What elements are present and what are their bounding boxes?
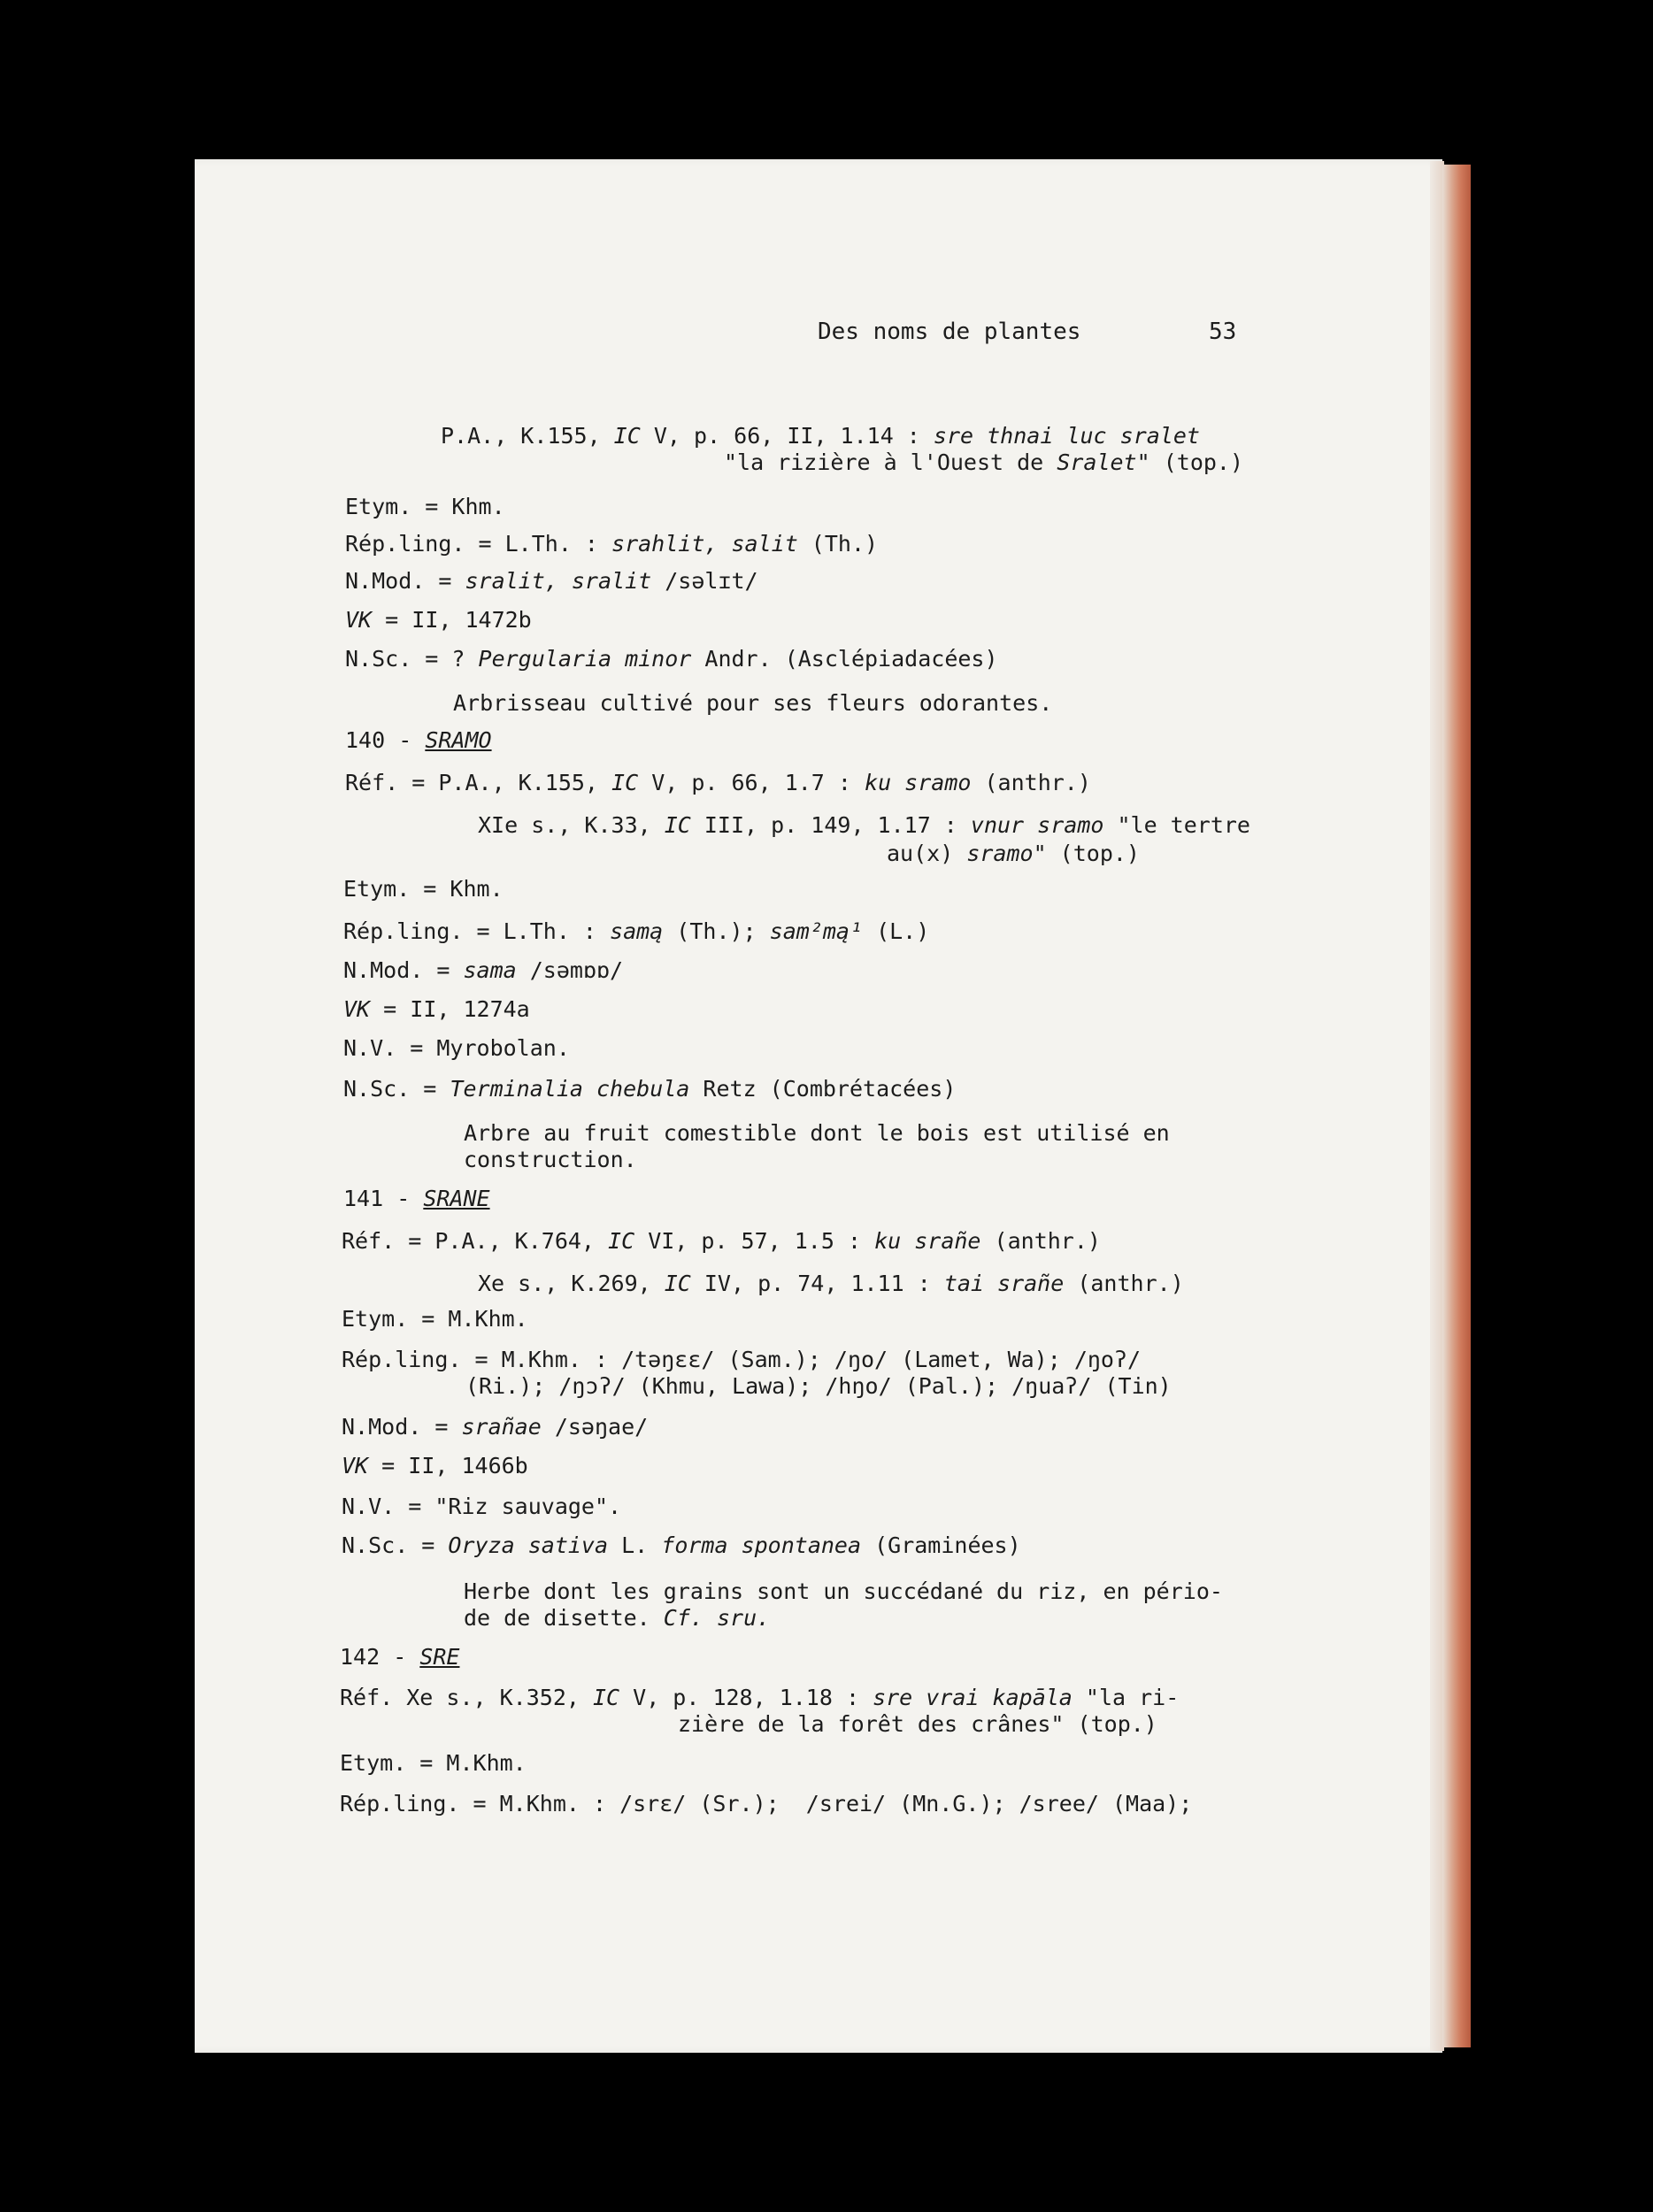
vk-line: VK = II, 1466b (342, 1453, 528, 1479)
description-line: Arbrisseau cultivé pour ses fleurs odorantes. (453, 690, 1053, 716)
vk-line: VK = II, 1472b (345, 607, 532, 633)
page-edge-stack (1442, 165, 1471, 2047)
nmod-line: N.Mod. = sralit, sralit /səlɪt/ (345, 568, 758, 594)
etym-line: Etym. = Khm. (343, 876, 504, 902)
ref-line: au(x) sramo" (top.) (887, 841, 1140, 866)
nv-line: N.V. = "Riz sauvage". (342, 1494, 622, 1519)
rep-ling-line: Rép.ling. = M.Khm. : /srɛ/ (Sr.); /srei/ (Mn.G.); /sree/ (Maa); (340, 1791, 1193, 1816)
description-line: Herbe dont les grains sont un succédané du riz, en pério- (464, 1578, 1223, 1604)
description-line: construction. (464, 1147, 637, 1172)
ref-line: "la rizière à l'Ouest de Sralet" (top.) (724, 449, 1244, 475)
entry-heading-142: 142 - SRE (340, 1644, 460, 1670)
nsc-line: N.Sc. = Oryza sativa L. forma spontanea (Graminées) (342, 1532, 1021, 1558)
ref-line: Xe s., K.269, IC IV, p. 74, 1.11 : tai srañe (anthr.) (478, 1271, 1184, 1296)
rep-ling-line: Rép.ling. = L.Th. : samą (Th.); sam²mą¹ (L.) (343, 918, 930, 944)
ref-line: P.A., K.155, IC V, p. 66, II, 1.14 : sre thnai luc sralet (441, 423, 1200, 449)
nmod-line: N.Mod. = srañae /səŋae/ (342, 1414, 649, 1440)
ref-line: XIe s., K.33, IC III, p. 149, 1.17 : vnur sramo "le tertre (478, 812, 1250, 838)
description-line: Arbre au fruit comestible dont le bois est utilisé en (464, 1120, 1170, 1146)
entry-heading-141: 141 - SRANE (343, 1186, 490, 1211)
vk-line: VK = II, 1274a (343, 996, 530, 1022)
etym-line: Etym. = M.Khm. (342, 1306, 528, 1332)
running-header: Des noms de plantes (818, 319, 1081, 345)
ref-line: Réf. = P.A., K.764, IC VI, p. 57, 1.5 : ku srañe (anthr.) (342, 1228, 1101, 1254)
ref-line: zière de la forêt des crânes" (top.) (678, 1711, 1157, 1737)
rep-ling-line: Rép.ling. = L.Th. : srahlit, salit (Th.) (345, 531, 879, 557)
entry-heading-140: 140 - SRAMO (345, 727, 492, 753)
nmod-line: N.Mod. = sama /səmɒɒ/ (343, 957, 624, 983)
nsc-line: N.Sc. = Terminalia chebula Retz (Combrétacées) (343, 1076, 957, 1102)
page-number: 53 (1209, 319, 1237, 345)
ref-line: Réf. = P.A., K.155, IC V, p. 66, 1.7 : ku sramo (anthr.) (345, 770, 1091, 795)
etym-line: Etym. = M.Khm. (340, 1750, 527, 1776)
nv-line: N.V. = Myrobolan. (343, 1035, 570, 1061)
ref-line: Réf. Xe s., K.352, IC V, p. 128, 1.18 : sre vrai kapāla "la ri- (340, 1685, 1180, 1710)
nsc-line: N.Sc. = ? Pergularia minor Andr. (Asclépiadacées) (345, 646, 998, 672)
etym-line: Etym. = Khm. (345, 494, 505, 519)
rep-ling-line: (Ri.); /ŋɔʔ/ (Khmu, Lawa); /hŋo/ (Pal.); /ŋuaʔ/ (Tin) (465, 1373, 1172, 1399)
rep-ling-line: Rép.ling. = M.Khm. : /təŋɛɛ/ (Sam.); /ŋo/ (Lamet, Wa); /ŋoʔ/ (342, 1347, 1142, 1372)
description-line: de de disette. Cf. sru. (464, 1605, 771, 1631)
